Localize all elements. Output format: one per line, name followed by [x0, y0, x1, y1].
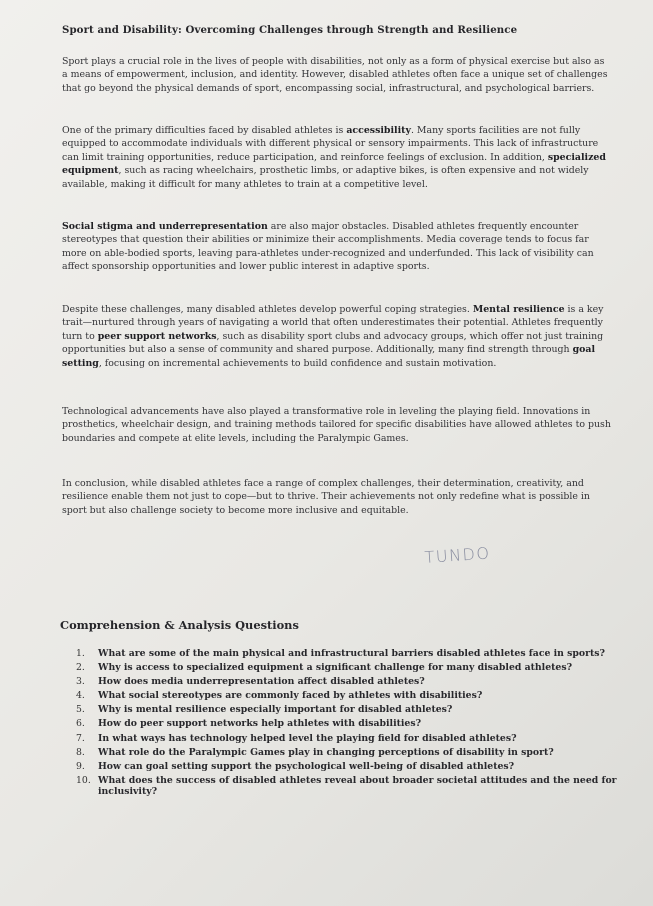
questions-list — [76, 648, 624, 801]
handwritten-signature: TUNDO — [424, 543, 492, 567]
bold-term-specialized-equipment: specialized equipment — [62, 151, 606, 177]
text-run: , such as racing wheelchairs, prosthetic limbs, or adaptive bikes, is often expensive and not widely available, making it difficult for many athletes to train at a competitive level. — [62, 165, 589, 190]
question-number: 10. — [76, 774, 91, 786]
bold-term-social-stigma: Social stigma and underrepresentation — [62, 221, 268, 232]
question-text: What social stereotypes are commonly faced by athletes with disabilities? — [98, 690, 483, 702]
question-text: How can goal setting support the psychological well-being of disabled athletes? — [98, 760, 515, 772]
text-run: are also major obstacles. Disabled athletes frequently encounter stereotypes that question their abilities or minimize their accomplishments. Media coverage tends to focus far more on able-bodied sports, leaving para-athletes under-recognized and underfunded. This lack of visibility can affect sponsorship opportunities and lower public interest in adaptive sports. — [62, 221, 594, 273]
question-item — [76, 662, 624, 674]
bold-term-mental-resilience: Mental resilience — [472, 304, 565, 315]
question-number: 1. — [76, 648, 85, 659]
question-text: In what ways has technology helped level the playing field for disabled athletes? — [98, 732, 517, 744]
question-text: Why is access to specialized equipment a significant challenge for many disabled athletes? — [98, 662, 573, 674]
question-item — [76, 732, 624, 745]
question-text: What does the success of disabled athletes reveal about broader societal attitudes and the need for inclusivity? — [98, 774, 617, 798]
question-number: 8. — [76, 746, 85, 758]
question-item — [76, 704, 624, 716]
paragraph-coping — [62, 303, 612, 370]
text-run: . Many sports facilities are not fully equipped to accommodate individuals with different physical or sensory impairments. This lack of infrastructure can limit training opportunities, reduce participation, and reinforce feelings of exclusion. In addition, — [62, 125, 599, 163]
question-text: What role do the Paralympic Games play in changing perceptions of disability in sport? — [98, 746, 554, 758]
paragraph-stigma — [62, 220, 612, 274]
question-item — [76, 648, 624, 660]
paragraph-technology: Technological advancements have also played a transformative role in leveling the playing field. Innovations in prosthetics, wheelchair design, and training methods tailored for specific disabilities have allowed athletes to push boundaries and compete at elite levels, including the Paralympic Games. — [62, 406, 611, 444]
bold-term-accessibility: accessibility — [346, 125, 411, 136]
question-number: 6. — [76, 718, 85, 730]
question-number: 9. — [76, 760, 85, 772]
question-item — [76, 746, 624, 759]
question-text: Why is mental resilience especially important for disabled athletes? — [98, 704, 453, 716]
question-number: 7. — [76, 732, 85, 744]
question-number: 3. — [76, 676, 85, 688]
questions-heading: Comprehension & Analysis Questions — [60, 618, 299, 632]
question-item — [76, 676, 624, 688]
text-run: , focusing on incremental achievements to build confidence and sustain motivation. — [98, 357, 497, 369]
question-item — [76, 718, 624, 730]
question-number: 4. — [76, 690, 85, 702]
question-item — [76, 690, 624, 702]
question-text: How does media underrepresentation affect disabled athletes? — [98, 676, 425, 688]
text-run: One of the primary difficulties faced by disabled athletes is — [62, 125, 347, 136]
text-run: Despite these challenges, many disabled athletes develop powerful coping strategies. — [62, 304, 473, 315]
question-item — [76, 760, 624, 773]
paragraph-conclusion: In conclusion, while disabled athletes face a range of complex challenges, their determination, creativity, and resilience enable them not just to cope—but to thrive. Their achievements not only redefine what is possible in sport but also challenge society to become more inclusive and equitable. — [62, 478, 590, 516]
bold-term-goal-setting: goal setting — [62, 344, 596, 369]
question-number: 2. — [76, 662, 85, 674]
question-text: What are some of the main physical and infrastructural barriers disabled athletes face in sports? — [98, 648, 605, 659]
document-title: Sport and Disability: Overcoming Challenges through Strength and Resilience — [62, 24, 518, 36]
paragraph-accessibility — [62, 124, 612, 191]
bold-term-peer-support: peer support networks — [97, 330, 217, 342]
question-item — [76, 774, 624, 798]
question-number: 5. — [76, 704, 85, 716]
paragraph-intro: Sport plays a crucial role in the lives of people with disabilities, not only as a form of physical exercise but also as a means of empowerment, inclusion, and identity. However, disabled athletes often face a unique set of challenges that go beyond the physical demands of sport, encompassing social, infrastructural, and psychological barriers. — [62, 56, 608, 94]
text-run: , such as disability sport clubs and advocacy groups, which offer not just training opportunities but also a sense of community and shared purpose. Additionally, many find strength through — [62, 330, 604, 356]
text-run: is a key trait—nurtured through years of navigating a world that often underestimates their potential. Athletes frequently turn to — [62, 304, 604, 342]
question-text: How do peer support networks help athletes with disabilities? — [98, 718, 422, 730]
